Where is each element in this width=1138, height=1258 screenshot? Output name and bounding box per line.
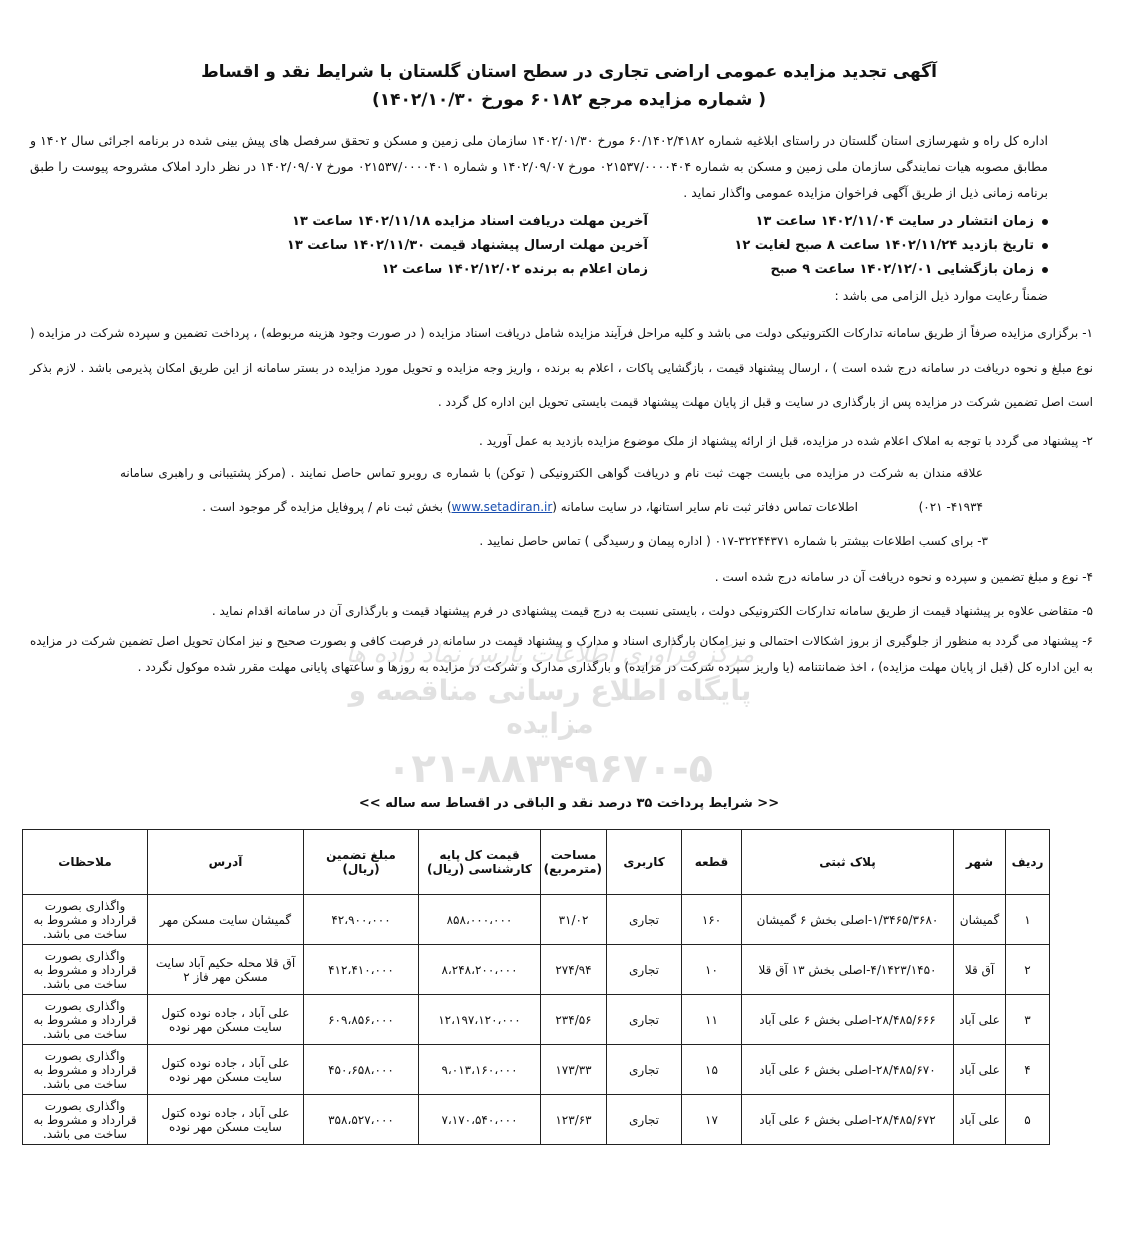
cell-notes: واگذاری بصورت قرارداد و مشروط به ساخت می باشد. [23,895,148,945]
table-row [23,895,1050,945]
cell-parcel: ۱۵ [682,1045,742,1095]
cell-address: علی آباد ، جاده نوده کتول سایت مسکن مهر نوده [148,1045,304,1095]
header-base-price: قیمت کل پایه کارشناسی (ریال) [419,830,541,895]
notice-subtitle: ( شماره مزایده مرجع ۶۰۱۸۲ مورخ ۱۴۰۲/۱۰/۳۰) [371,90,767,110]
cell-guarantee: ۴۲،۹۰۰،۰۰۰ [304,895,419,945]
bullet-icon [1042,243,1048,249]
cell-city: علی آباد [954,995,1006,1045]
date-doc-deadline: آخرین مهلت دریافت اسناد مزایده ۱۴۰۲/۱۱/۱۸ ساعت ۱۳ [292,214,648,229]
cell-city: آق قلا [954,945,1006,995]
header-area: مساحت (مترمربع) [541,830,607,895]
cell-plaque: ۴/۱۴۲۳/۱۴۵۰-اصلی بخش ۱۳ آق قلا [742,945,954,995]
header-guarantee: مبلغ تضمین (ریال) [304,830,419,895]
cell-usage: تجاری [607,895,682,945]
cell-city: گمیشان [954,895,1006,945]
cell-address: گمیشان سایت مسکن مهر [148,895,304,945]
watermark-line3: ۰۲۱-۸۸۳۴۹۶۷۰-۵ [386,746,714,792]
header-usage: کاربری [607,830,682,895]
cell-plaque: ۲۸/۴۸۵/۶۷۰-اصلی بخش ۶ علی آباد [742,1045,954,1095]
cell-address: آق قلا محله حکیم آباد سایت مسکن مهر فاز ۲ [148,945,304,995]
header-parcel: قطعه [682,830,742,895]
contact-text-post: ) بخش ثبت نام / پروفایل مزایده گر موجود است . [202,500,452,514]
date-opening: زمان بازگشایی ۱۴۰۲/۱۲/۰۱ ساعت ۹ صبح [770,262,1034,277]
cell-row-number: ۴ [1006,1045,1050,1095]
notice-title: آگهی تجدید مزایده عمومی اراضی تجاری در سطح استان گلستان با شرایط نقد و اقساط [201,62,937,82]
requirement-item-2-contact [120,490,858,524]
header-city: شهر [954,830,1006,895]
cell-plaque: ۲۸/۴۸۵/۶۷۲-اصلی بخش ۶ علی آباد [742,1095,954,1145]
date-winner: زمان اعلام به برنده ۱۴۰۲/۱۲/۰۲ ساعت ۱۲ [381,262,648,277]
cell-parcel: ۱۰ [682,945,742,995]
header-plaque: پلاک ثبتی [742,830,954,895]
watermark-line2: پایگاه اطلاع رسانی مناقصه و مزایده [348,674,752,740]
requirement-item-4: ۴- نوع و مبلغ تضمین و سپرده و نحوه دریافت آن در سامانه درج شده است . [714,570,1093,584]
requirement-item-6: ۶- پیشنهاد می گردد به منظور از جلوگیری از بروز اشکالات احتمالی و نیز امکان بارگذاری اسناد و مدارک و پیشنهاد قیمت در سامانه در فرصت کافی و بصورت صحیح و نیز امکان تحویل اصل تضمین شرکت در مزایده به این اداره کل (قبل از پایان مهلت مزایده) ، اخذ ضمانتنامه (یا واریز سپرده شرکت در مزایده) و بارگذاری مدارک و شرکت در مزایده به روزها و ساعتهای پایانی مهلت مقرر شده موکول نگردد . [30,634,1093,674]
cell-notes: واگذاری بصورت قرارداد و مشروط به ساخت می باشد. [23,1045,148,1095]
cell-guarantee: ۳۵۸،۵۲۷،۰۰۰ [304,1095,419,1145]
cell-base-price: ۹،۰۱۳،۱۶۰،۰۰۰ [419,1045,541,1095]
cell-usage: تجاری [607,1095,682,1145]
cell-usage: تجاری [607,945,682,995]
cell-address: علی آباد ، جاده نوده کتول سایت مسکن مهر نوده [148,1095,304,1145]
table-row [23,1095,1050,1145]
schedule-list [286,214,1048,286]
cell-usage: تجاری [607,995,682,1045]
cell-row-number: ۵ [1006,1095,1050,1145]
cell-area: ۳۱/۰۲ [541,895,607,945]
cell-parcel: ۱۷ [682,1095,742,1145]
setadiran-link[interactable]: www.setadiran.ir [451,500,553,514]
table-row [23,995,1050,1045]
cell-usage: تجاری [607,1045,682,1095]
cell-city: علی آباد [954,1095,1006,1145]
cell-row-number: ۳ [1006,995,1050,1045]
table-header-row [23,830,1050,895]
bullet-icon [1042,267,1048,273]
date-bid-deadline: آخرین مهلت ارسال پیشنهاد قیمت ۱۴۰۲/۱۱/۳۰ ساعت ۱۳ [286,238,648,253]
cell-area: ۲۳۴/۵۶ [541,995,607,1045]
cell-area: ۱۲۳/۶۳ [541,1095,607,1145]
intro-paragraph: اداره کل راه و شهرسازی استان گلستان در راستای ابلاغیه شماره ۶۰/۱۴۰۲/۴۱۸۲ مورخ ۱۴۰۲/۰۱/۳۰ سازمان ملی زمین و مسکن و تحقق سرفصل های پیش بینی شده در برنامه اجرائی سال ۱۴۰۲ و مطابق مصوبه هیات نمایندگی سازمان ملی زمین و مسکن به شماره ۰۲۱۵۳۷/۰۰۰۰۴۰۴ مورخ ۱۴۰۲/۰۹/۰۷ و شماره ۰۲۱۵۳۷/۰۰۰۰۴۰۱ مورخ ۱۴۰۲/۰۹/۰۷ در نظر دارد املاک مشروحه پیوست را طبق برنامه زمانی ذیل از طریق آگهی فراخوان مزایده عمومی واگذار نماید . [30,133,1048,200]
cell-base-price: ۸۵۸،۰۰۰،۰۰۰ [419,895,541,945]
requirement-item-1: ۱- برگزاری مزایده صرفاً از طریق سامانه تدارکات الکترونیکی دولت می باشد و کلیه مراحل فرآیند مزایده شامل دریافت اسناد مزایده ( در صورت وجود هزینه مربوطه) ، پرداخت تضمین و سپرده شرکت در مزایده ( نوع مبلغ و نحوه دریافت در سامانه درج شده است ) ، ارسال پیشنهاد قیمت ، بازگشایی پاکات ، اعلام به برنده ، واریز وجه مزایده و تحویل مورد مزایده در بستر سامانه از این طریق امکان پذیرمی باشد . لازم بذکر است اصل تضمین شرکت در مزایده پس از بارگذاری در سایت و قبل از پایان مهلت پیشنهاد قیمت بایستی تحویل این اداره کل گردد . [30,326,1093,409]
cell-area: ۱۷۳/۳۳ [541,1045,607,1095]
cell-base-price: ۸،۲۴۸،۲۰۰،۰۰۰ [419,945,541,995]
header-row-number: ردیف [1006,830,1050,895]
cell-row-number: ۲ [1006,945,1050,995]
header-notes: ملاحظات [23,830,148,895]
cell-city: علی آباد [954,1045,1006,1095]
bullet-icon [1042,219,1048,225]
cell-parcel: ۱۱ [682,995,742,1045]
cell-guarantee: ۴۱۲،۴۱۰،۰۰۰ [304,945,419,995]
table-row [23,945,1050,995]
cell-notes: واگذاری بصورت قرارداد و مشروط به ساخت می باشد. [23,1095,148,1145]
cell-notes: واگذاری بصورت قرارداد و مشروط به ساخت می باشد. [23,945,148,995]
cell-address: علی آباد ، جاده نوده کتول سایت مسکن مهر نوده [148,995,304,1045]
requirement-item-2-registration: علاقه مندان به شرکت در مزایده می بایست جهت ثبت نام و دریافت گواهی الکترونیکی ( توکن) با شماره ی روبرو تماس حاصل نمایند . (مرکز پشتیبانی و راهبری سامانه ۴۱۹۳۴- ۰۲۱) [120,466,983,514]
requirement-item-3: ۳- برای کسب اطلاعات بیشتر با شماره ۳۲۲۴۴۳۷۱-۰۱۷ ( اداره پیمان و رسیدگی ) تماس حاصل نمایید . [479,534,988,548]
table-title: << شرایط پرداخت ۳۵ درصد نقد و الباقی در اقساط سه ساله >> [358,796,780,811]
cell-guarantee: ۴۵۰،۶۵۸،۰۰۰ [304,1045,419,1095]
cell-plaque: ۲۸/۴۸۵/۶۶۶-اصلی بخش ۶ علی آباد [742,995,954,1045]
requirement-item-2: ۲- پیشنهاد می گردد با توجه به املاک اعلام شده در مزایده، قبل از ارائه پیشنهاد از ملک موضوع مزایده بازدید به عمل آورید . [479,434,1093,448]
cell-area: ۲۷۴/۹۴ [541,945,607,995]
cell-guarantee: ۶۰۹،۸۵۶،۰۰۰ [304,995,419,1045]
requirements-note: ضمناً رعایت موارد ذیل الزامی می باشد : [834,288,1048,303]
requirement-item-5: ۵- متقاضی علاوه بر پیشنهاد قیمت از طریق سامانه تدارکات الکترونیکی دولت ، بایستی نسبت به درج قیمت پیشنهادی در فرم پیشنهاد قیمت و بارگذاری آن در سامانه اقدام نماید . [211,604,1093,618]
date-publish: زمان انتشار در سایت ۱۴۰۲/۱۱/۰۴ ساعت ۱۳ [755,214,1034,229]
table-row [23,1045,1050,1095]
cell-notes: واگذاری بصورت قرارداد و مشروط به ساخت می باشد. [23,995,148,1045]
cell-plaque: ۱/۳۴۶۵/۳۶۸۰-اصلی بخش ۶ گمیشان [742,895,954,945]
cell-parcel: ۱۶۰ [682,895,742,945]
header-address: آدرس [148,830,304,895]
contact-text-pre: اطلاعات تماس دفاتر ثبت نام سایر استانها، در سایت سامانه ( [552,500,858,514]
date-visit: تاریخ بازدید ۱۴۰۲/۱۱/۲۴ ساعت ۸ صبح لغایت ۱۲ [734,238,1034,253]
cell-base-price: ۷،۱۷۰،۵۴۰،۰۰۰ [419,1095,541,1145]
cell-row-number: ۱ [1006,895,1050,945]
watermark-line1: مرکز فرآوری اطلاعات پارس نماد داده ها [345,640,755,668]
properties-table [22,829,1050,1145]
cell-base-price: ۱۲،۱۹۷،۱۲۰،۰۰۰ [419,995,541,1045]
